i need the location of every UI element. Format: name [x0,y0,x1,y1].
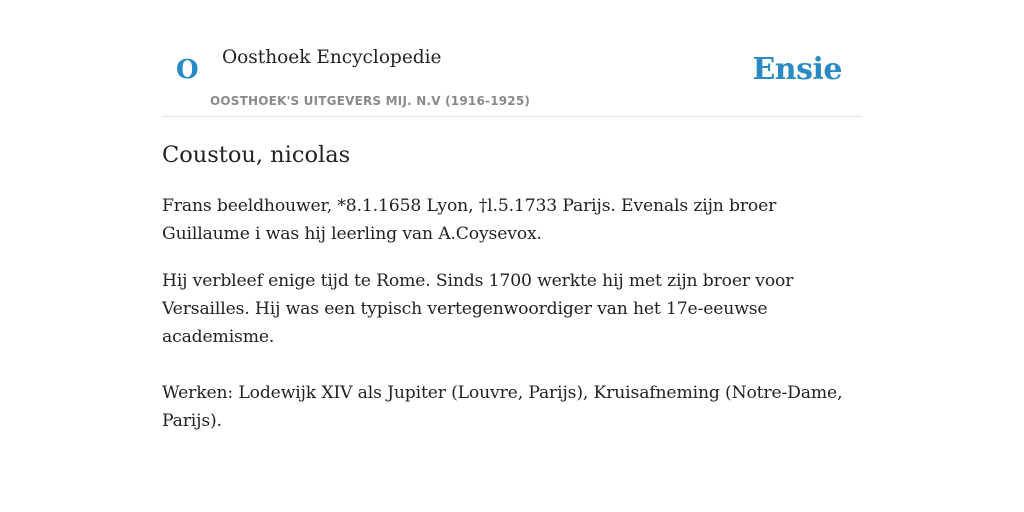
entry-paragraph: Hij verbleef enige tijd te Rome. Sinds 1700 werkte hij met zijn broer voor Versailles. Hij was een typisch vertegenwoordiger van het 17e-eeuwse academisme. [162,271,794,347]
page-container [162,0,862,431]
entry-title: Coustou, nicolas [162,142,351,168]
source-logo-letter[interactable]: O [176,55,199,85]
entry-paragraph: Frans beeldhouwer, *8.1.1658 Lyon, †l.5.1733 Parijs. Evenals zijn broer Guillaume i was hij leerling van A.Coysevox. [162,196,777,244]
source-publisher: OOSTHOEK'S UITGEVERS MIJ. N.V (1916-1925) [210,94,531,108]
entry-paragraph: Werken: Lodewijk XIV als Jupiter (Louvre, Parijs), Kruisafneming (Notre-Dame, Parijs). [162,383,843,431]
source-header [162,0,862,117]
ensie-logo[interactable]: Ensie [752,52,842,87]
entry-body [162,192,862,435]
source-title-link[interactable]: Oosthoek Encyclopedie [222,47,442,68]
